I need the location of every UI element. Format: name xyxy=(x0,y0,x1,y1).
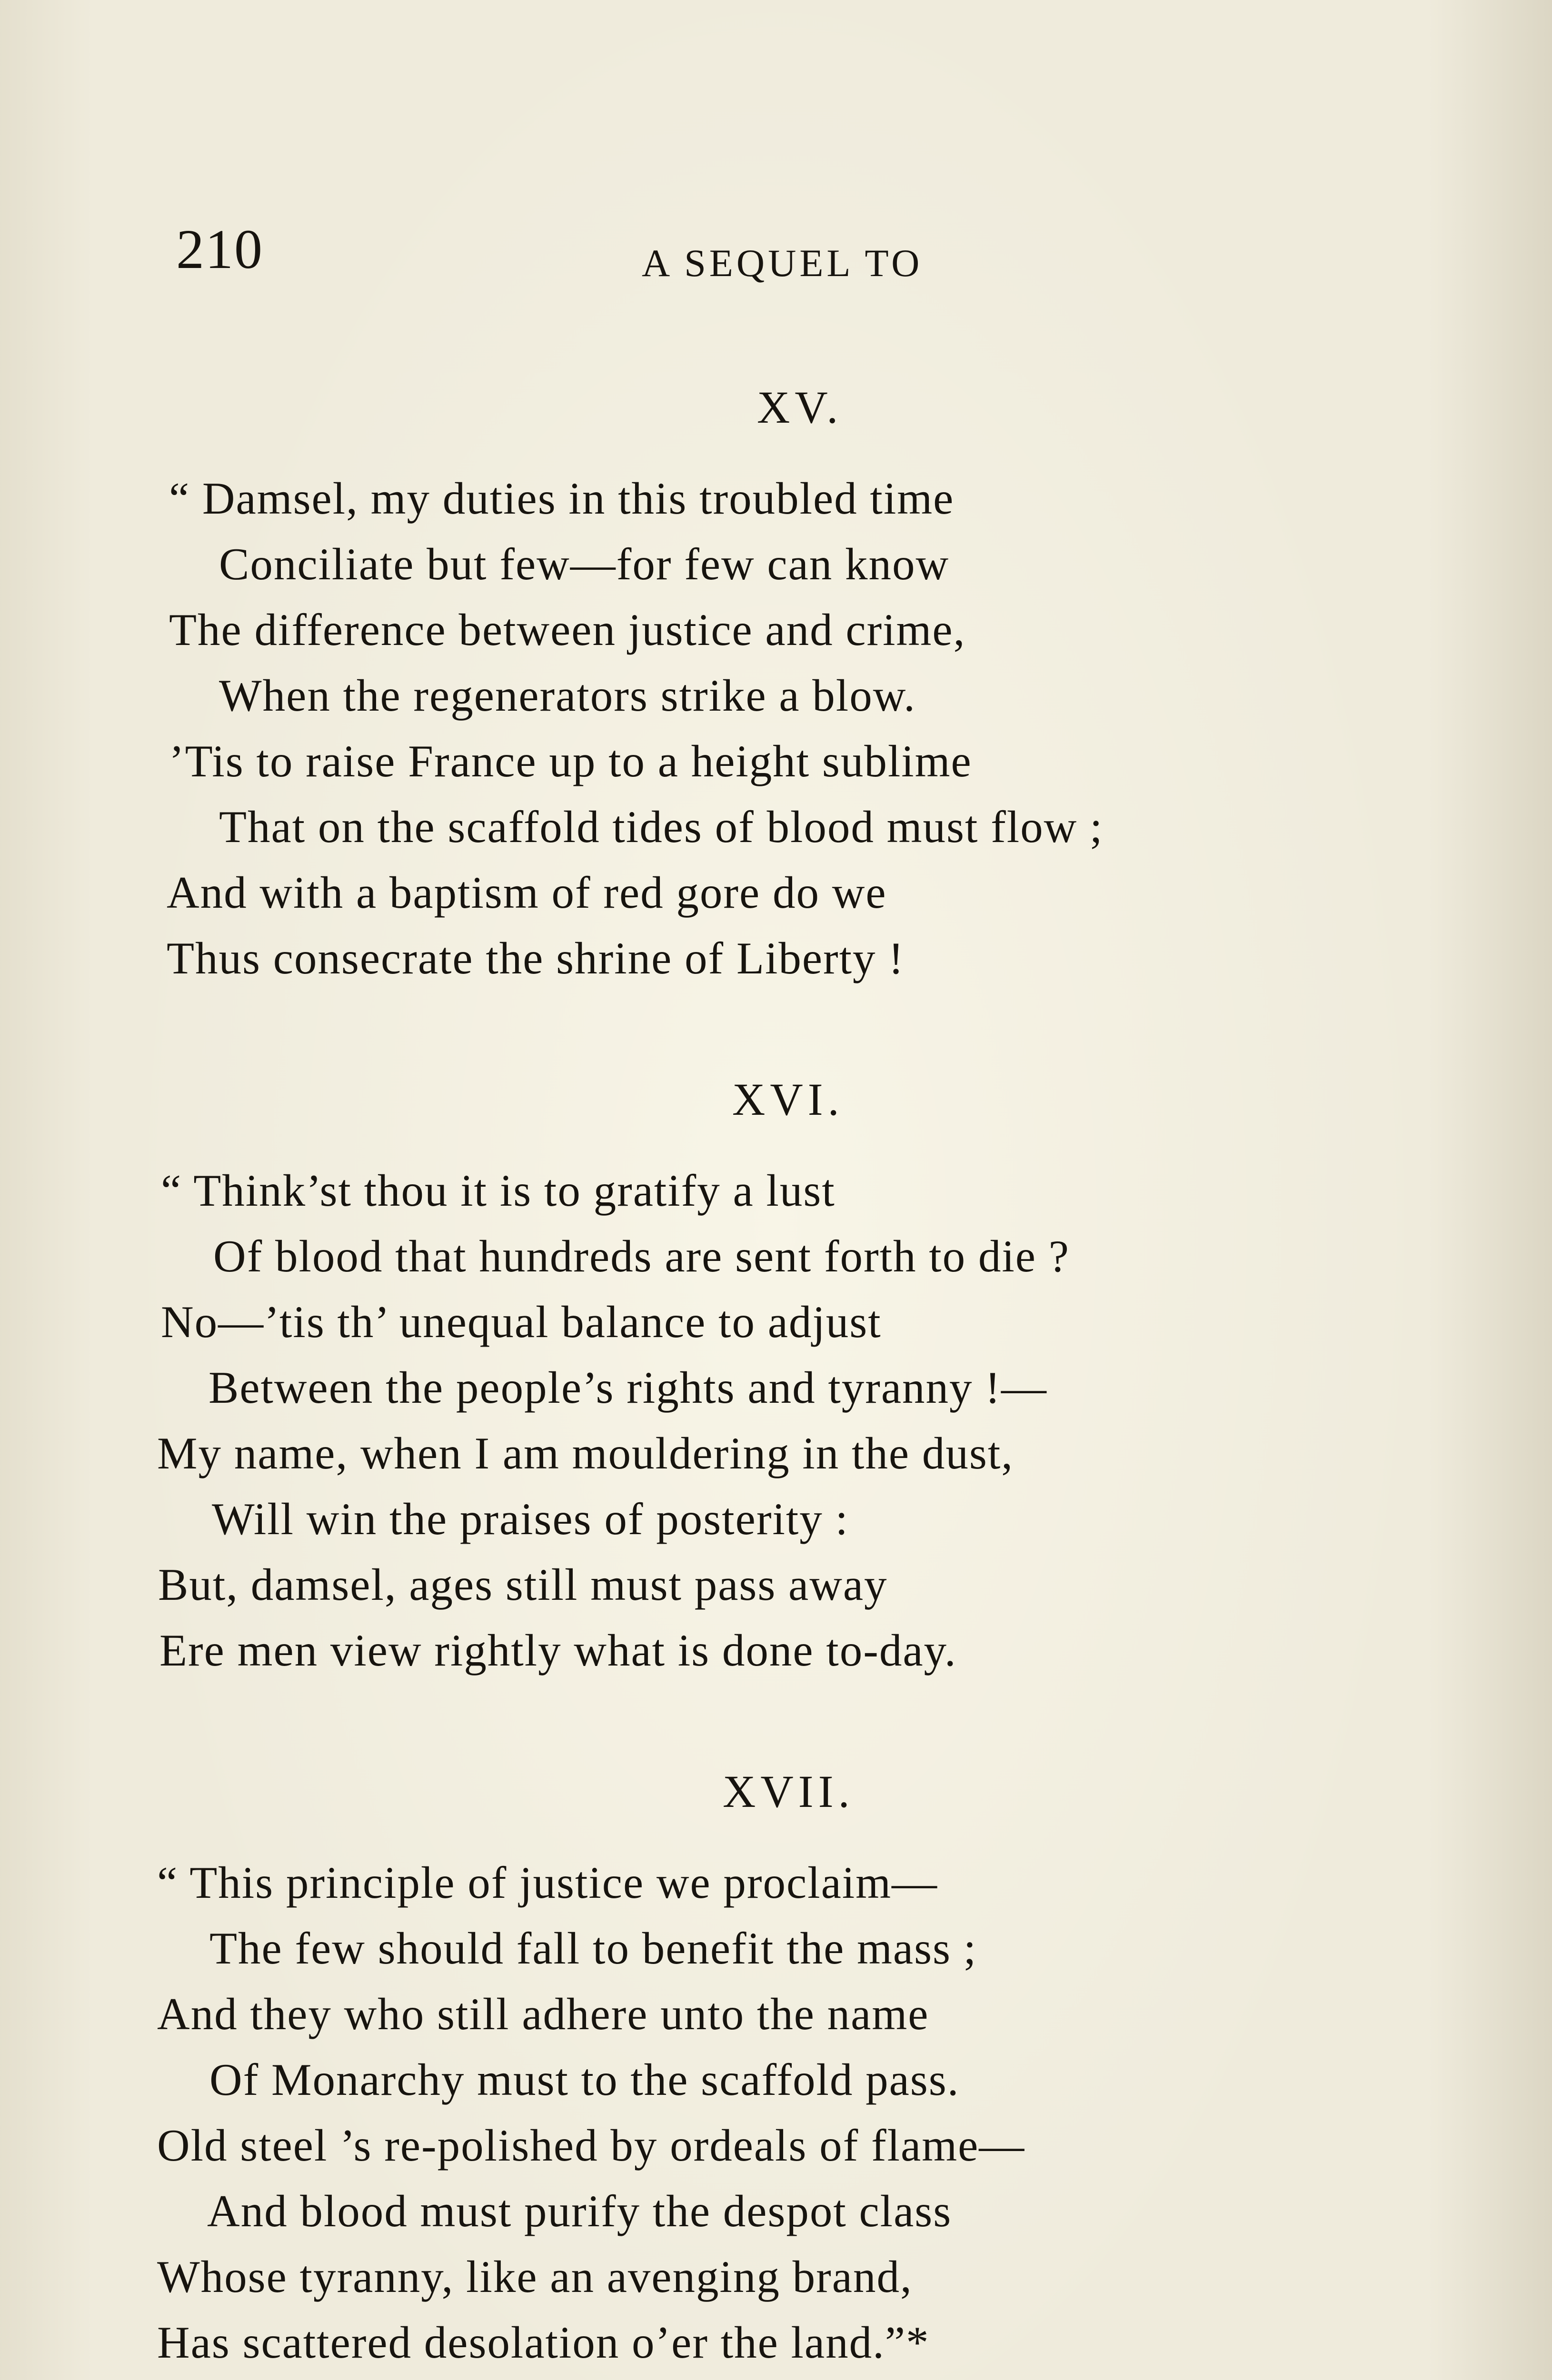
stanza-numeral: XVII. xyxy=(723,1766,855,1817)
stanza-line: The few should fall to benefit the mass ; xyxy=(209,1923,977,1973)
stanza-line: When the regenerators strike a blow. xyxy=(219,670,916,721)
stanza-line: “ Think’st thou it is to gratify a lust xyxy=(161,1165,836,1216)
running-head: A SEQUEL TO xyxy=(642,241,923,285)
stanza-line: And they who still adhere unto the name xyxy=(157,1989,929,2039)
stanza-line: Has scattered desolation o’er the land.”* xyxy=(157,2317,930,2368)
stanza-line: Conciliate but few—for few can know xyxy=(219,539,950,589)
stanza-numeral: XVI. xyxy=(732,1074,844,1125)
stanza-line: And blood must purify the despot class xyxy=(207,2186,952,2236)
stanza-line: Between the people’s rights and tyranny !— xyxy=(209,1362,1047,1413)
stanza-line: Of Monarchy must to the scaffold pass. xyxy=(209,2054,960,2105)
stanza-line: Thus consecrate the shrine of Liberty ! xyxy=(167,933,905,983)
stanza-line: ’Tis to raise France up to a height sublime xyxy=(169,736,972,786)
stanza-numeral: XV. xyxy=(757,382,843,433)
stanza-line: “ This principle of justice we proclaim— xyxy=(157,1857,938,1908)
stanza-line: Of blood that hundreds are sent forth to die ? xyxy=(213,1231,1070,1281)
stanza-line: The difference between justice and crime, xyxy=(169,605,966,655)
stanza-line: Whose tyranny, like an avenging brand, xyxy=(157,2251,913,2302)
stanza-line: My name, when I am mouldering in the dust, xyxy=(157,1428,1014,1478)
stanza-line: That on the scaffold tides of blood must flow ; xyxy=(219,802,1104,852)
stanza-line: And with a baptism of red gore do we xyxy=(167,867,887,918)
stanza-line: Ere men view rightly what is done to-day. xyxy=(159,1625,957,1676)
page-number: 210 xyxy=(176,218,263,280)
stanza-line: Old steel ’s re-polished by ordeals of flame— xyxy=(157,2120,1025,2171)
stanza-line: No—’tis th’ unequal balance to adjust xyxy=(161,1297,882,1347)
stanza-line: Will win the praises of posterity : xyxy=(212,1494,849,1544)
stanza-line: But, damsel, ages still must pass away xyxy=(158,1559,888,1610)
stanza-line: “ Damsel, my duties in this troubled time xyxy=(169,473,955,524)
